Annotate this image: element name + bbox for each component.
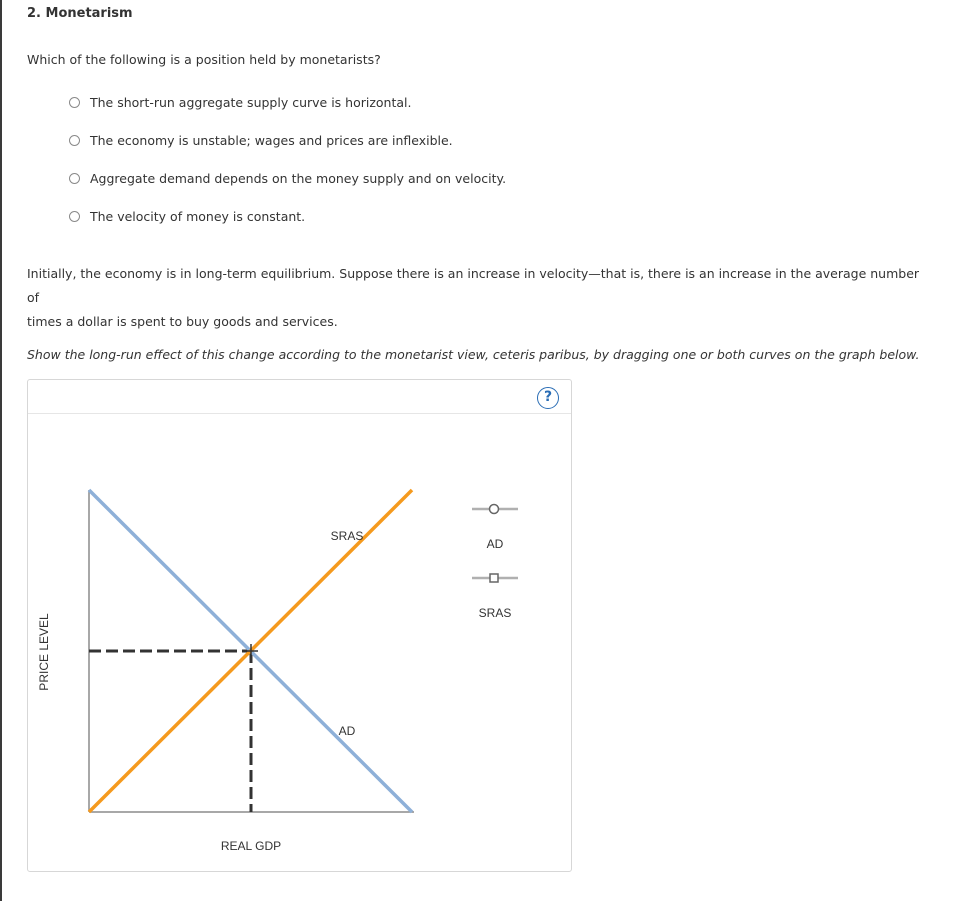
option-label: The economy is unstable; wages and prices are inflexible. [90, 132, 453, 148]
x-axis-label: REAL GDP [220, 839, 282, 853]
ad-curve-label: AD [338, 724, 356, 738]
option-label: The short-run aggregate supply curve is horizontal. [90, 94, 412, 110]
question-prompt: Which of the following is a position held by monetarists? [27, 52, 381, 67]
sras-tool-handle[interactable] [490, 574, 498, 582]
scenario-line-2: times a dollar is spent to buy goods and services. [27, 314, 338, 329]
scenario-line-1: Initially, the economy is in long-term equilibrium. Suppose there is an increase in velocity—that is, there is an increase in the average number of [27, 266, 920, 305]
palette-ad-label: AD [486, 537, 504, 551]
instruction-text: Show the long-run effect of this change according to the monetarist view, ceteris paribus, by dragging one or both curves on the graph below. [27, 347, 920, 362]
help-icon[interactable]: ? [537, 387, 559, 409]
palette-ad-tool[interactable] [472, 505, 518, 514]
palette-sras-label: SRAS [478, 606, 512, 620]
palette-sras-tool[interactable] [472, 574, 518, 582]
sras-curve-label: SRAS [330, 529, 364, 543]
ad-tool-handle[interactable] [490, 505, 499, 514]
option-label: The velocity of money is constant. [90, 208, 306, 224]
option-label: Aggregate demand depends on the money supply and on velocity. [90, 170, 507, 186]
question-title: 2. Monetarism [27, 6, 133, 21]
y-axis-label: PRICE LEVEL [37, 613, 51, 691]
